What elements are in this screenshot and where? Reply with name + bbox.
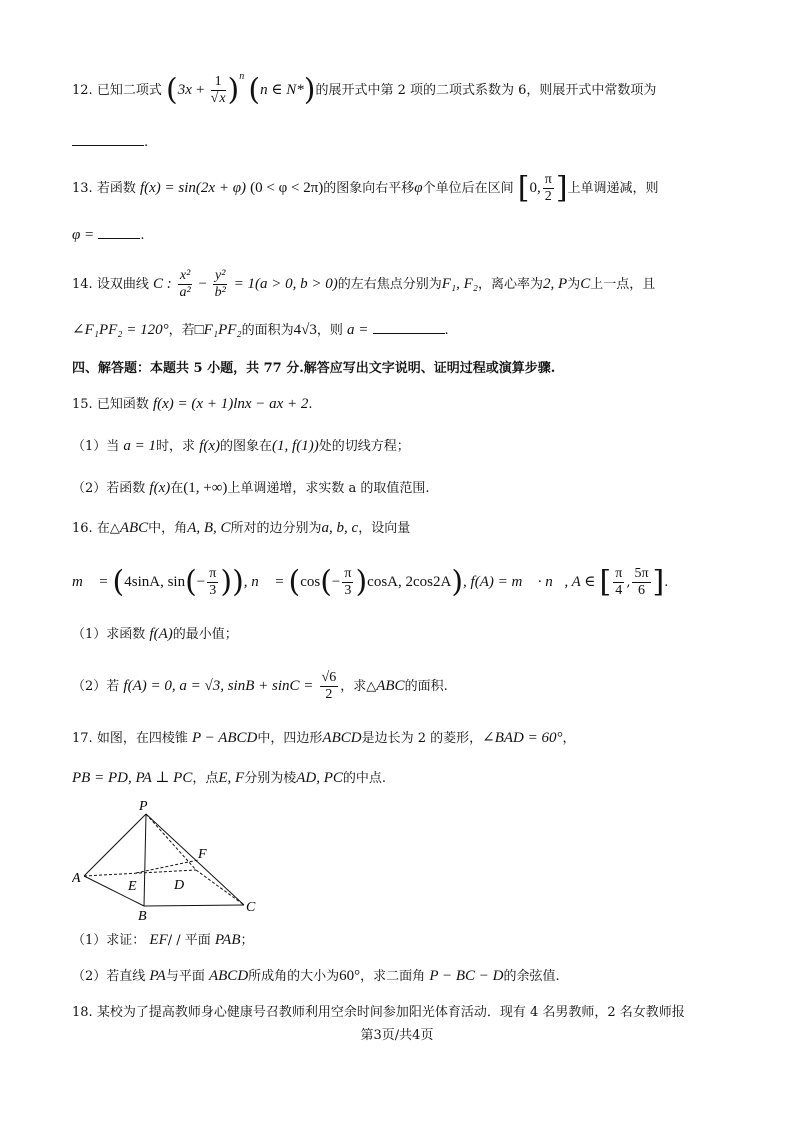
q17-line2: PB = PD, PA ⊥ PC，点E, F分别为棱AD, PC的中点. [72, 770, 387, 786]
section-heading: 四、解答题：本题共 5 小题，共 77 分.解答应写出文字说明、证明过程或演算步骤. [72, 361, 556, 376]
q13-blank[interactable] [98, 238, 140, 239]
q12-blank[interactable] [72, 145, 144, 146]
edge-DC [196, 870, 244, 905]
edge-BC [144, 905, 244, 906]
edge-AD [84, 870, 196, 876]
q14-line2: ∠F₁PF₂ = 120°，若□F₁PF₂的面积为4√3，则 a = . [72, 322, 449, 338]
q12-line: 12. 已知二项式 (3x + $\frac{1}{√x}$ )$^n$ (n ∈ N*)的展开式中第 2 项的二项式系数为 6，则展开式中常数项为 [72, 70, 657, 108]
q16-part1: （1）求函数 f(A)的最小值； [72, 626, 238, 642]
q14-blank[interactable] [373, 333, 445, 334]
q16-part2: （2）若 f(A) = 0, a = √3, sinB + sinC = $\frac{√6}{2}$ ，求△ABC的面积. [72, 670, 448, 702]
q13-line: 13. 若函数 f(x) = sin(2x + φ) (0 < φ < 2π)的图象向右平移φ个单位后在区间 [0, $\frac{\pi}{2}$ ]上单调递减，则 [72, 170, 659, 206]
pyramid-figure [72, 798, 272, 926]
edge-PC [146, 814, 244, 905]
q18-line: 18. 某校为了提高教师身心健康号召教师利用空余时间参加阳光体育活动．现有 4 名男教师，2 名女教师报 [72, 1005, 685, 1020]
label-D: D [174, 878, 185, 893]
q17-part2: （2）若直线 PA与平面 ABCD所成角的大小为60°，求二面角 P − BC − D的余弦值. [72, 968, 560, 984]
edge-PB [144, 814, 146, 906]
q17-part1: （1）求证： EF/ / 平面 PAB； [72, 932, 254, 948]
label-E: E [128, 879, 137, 894]
q16-line: 16. 在△ABC中，角A, B, C所对的边分别为a, b, c，设向量 [72, 520, 411, 536]
q14-line: 14. 设双曲线 C : $\frac{\text{x²}}{\text{a²}}$ − $\frac{\text{y²}}{\text{b²}}$ = 1(a > 0, b > 0)的左右焦点分别为F₁, F₂，离心率为2, P为C上一点，且 [72, 268, 656, 300]
q15-part1: （1）当 a = 1时，求 f(x)的图象在(1, f(1))处的切线方程； [72, 438, 410, 454]
q12-answer-line: . [72, 133, 148, 153]
q16-vectors: m⃗ = (4sinA, sin(− $\frac{\pi}{3}$ )), n⃗ = (cos(− $\frac{\pi}{3}$ )cosA, 2cos2A), f(A) = m⃗ · n⃗, A ∈ [ $\frac{\pi}{4}$ , $\frac{5\pi}{6}$ ]. [72, 564, 669, 600]
edge-PD [146, 814, 196, 870]
q15-line: 15. 已知函数 f(x) = (x + 1)lnx − ax + 2. [72, 396, 313, 412]
label-B: B [138, 909, 147, 924]
q15-part2: （2）若函数 f(x)在(1, +∞)上单调递增，求实数 a 的取值范围. [72, 480, 430, 496]
label-P: P [139, 799, 148, 814]
q17-line: 17. 如图，在四棱锥 P − ABCD中，四边形ABCD是边长为 2 的菱形，∠BAD = 60°， [72, 730, 576, 746]
page-footer: 第3页/共4页 [360, 1028, 434, 1043]
label-F: F [198, 847, 207, 862]
q13-answer-line: φ = . [72, 227, 145, 243]
label-A: A [72, 871, 81, 886]
label-C: C [246, 900, 256, 915]
edge-PA [84, 814, 146, 876]
